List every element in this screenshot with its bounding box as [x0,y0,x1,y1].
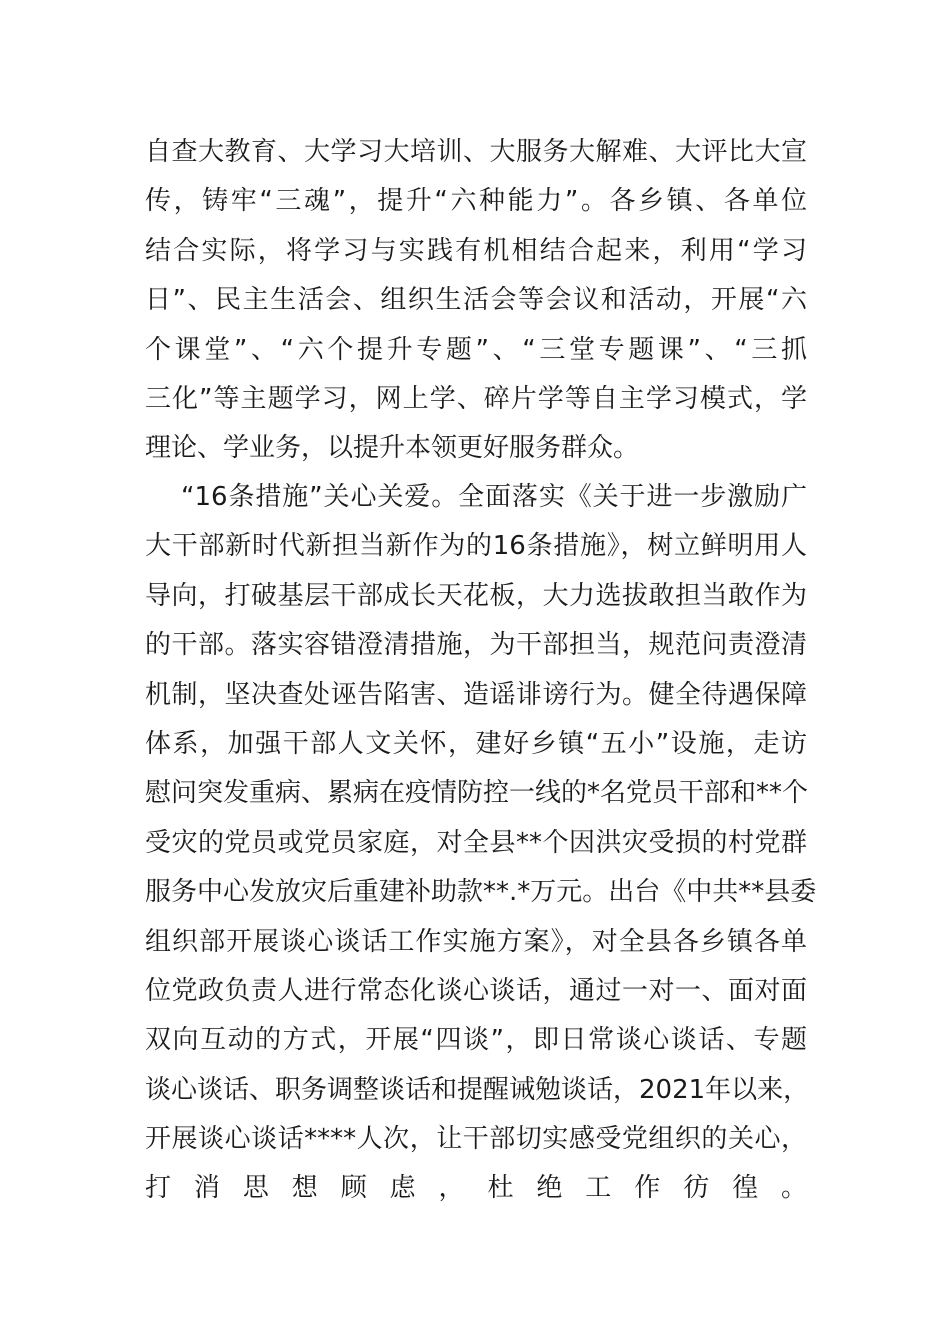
text-line: 体系，加强干部人文关怀，建好乡镇“五小”设施，走访 [145,728,807,759]
text-line: 理论、学业务，以提升本领更好服务群众。 [145,433,640,464]
text-line: 打消思想顾虑，杜绝工作彷徨。 [145,1173,807,1204]
text-line: 的干部。落实容错澄清措施，为干部担当，规范问责澄清 [145,630,807,661]
paragraph-study-activities [145,128,807,474]
text-line: 服务中心发放灾后重建补助款**.*万元。出台《中共**县委 [145,877,817,908]
text-line: 双向互动的方式，开展“四谈”，即日常谈心谈话、专题 [145,1025,807,1056]
text-line: 慰问突发重病、累病在疫情防控一线的*名党员干部和**个 [145,778,809,809]
text-line: 大干部新时代新担当新作为的16条措施》，树立鲜明用人 [145,531,807,562]
text-line: 自查大教育、大学习大培训、大服务大解难、大评比大宣 [145,137,807,167]
text-line [145,1263,807,1312]
text-line: 受灾的党员或党员家庭，对全县**个因洪灾受损的村党群 [145,827,807,858]
text-line: “16条措施”关心关爱。全面落实《关于进一步激励广 [181,482,807,512]
text-line: 三化”等主题学习，网上学、碎片学等自主学习模式，学 [145,383,807,414]
text-line: 传，铸牢“三魂”，提升“六种能力”。各乡镇、各单位 [145,186,807,217]
text-line: 结合实际，将学习与实践有机相结合起来，利用“学习 [145,235,807,266]
text-line: 机制，坚决查处诬告陷害、造谣诽谤行为。健全待遇保障 [145,679,807,710]
text-line: 导向，打破基层干部成长天花板，大力选拔敢担当敢作为 [145,580,807,611]
text-line: 个课堂”、“六个提升专题”、“三堂专题课”、“三抓 [145,334,807,365]
text-line [145,1214,807,1263]
paragraph-16-measures [145,473,817,1313]
text-line: 谈心谈话、职务调整谈话和提醒诫勉谈话，2021年以来， [145,1074,810,1105]
text-line: 开展谈心谈话****人次，让干部切实感受党组织的关心， [145,1124,807,1155]
text-line: 日”、民主生活会、组织生活会等会议和活动，开展“六 [145,285,807,316]
text-line: 组织部开展谈心谈话工作实施方案》，对全县各乡镇各单 [145,926,807,957]
text-line: 位党政负责人进行常态化谈心谈话，通过一对一、面对面 [145,975,807,1006]
